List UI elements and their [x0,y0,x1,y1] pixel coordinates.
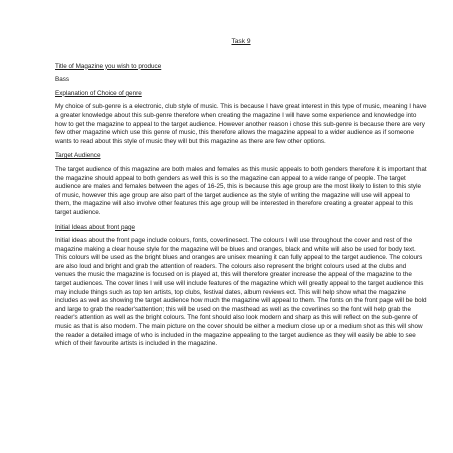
target-audience-paragraph: The target audience of this magazine are both males and females as this music appeals to both genders therefore it is important that the magazine should appeal to both genders as well this is so the magazine can appeal to a wide range of people. The target audience are males and females between the ages of 16-25, this is because this age group are the most likely to listen to this style of music, however this age group are also part of the target audience as the style of writing the magazine will use will appeal to them, the magazine will also involve other features this age group will be interested in therefore creating a greater appeal to this target audience. [55,165,427,216]
section-heading-magazine-title: Title of Magazine you wish to produce [55,62,162,70]
front-page-paragraph: Initial ideas about the front page include colours, fonts, coverlinesect. The colours I will use throughout the cover and rest of the magazine making a clear house style for the magazine will be blues and oranges, black and white will also be used for body text. This colours will be used as the bright blues and oranges are unisex meaning it can fully appeal to the target audience. The colours are also loud and bright and grab the attention of readers. The colours also represent the bright colours used at the clubs and venues the music the magazine is focused on is played at, this will therefore greater increase the appeal of the magazine to the target audiences. The cover lines I will use will include features of the magazine which will greatly appeal to the target audience this may include things such as top ten artists, top clubs, festival dates, album reviews ect. This will help show what the magazine includes as well as showing the target audience how much the magazine will appeal to them. The fonts on the front page will be bold and large to grab the reader'sattention; this will be used on the masthead as well as the coverlines so the font will help grab the reader's attention as well as the bright colours. The font should also look modern and sharp as this will reflect on the sub-genre of music as that is also modern. The main picture on the cover should be either a medium close up or a medium shot as this will show the reader a detailed image of who is included in the magazine appealing to the target audience as they will easily be able to see which of their favourite artists is included in the magazine. [55,237,427,348]
document-body [55,38,427,355]
section-heading-genre: Explanation of Choice of genre [55,89,142,97]
magazine-title-answer: Bass [55,76,70,84]
genre-paragraph: My choice of sub-genre is a electronic, club style of music. This is because I have great interest in this type of music, meaning I have a greater knowledge about this sub-genre therefore when creating the magazine I will have some experience and knowledge into how to get the magazine to appeal to the target audience. However another reason i chose this sub-genre is because there are very few other magazine which use this genre of music, this therefore allows the magazine appeal to a wider audience as if someone wants to read about this style of music they will but this magazine as there are few other options. [55,103,427,145]
section-heading-target-audience: Target Audience [55,152,101,160]
section-heading-front-page: Initial Ideas about front page [55,223,136,231]
task-title: Task 9 [231,38,251,45]
